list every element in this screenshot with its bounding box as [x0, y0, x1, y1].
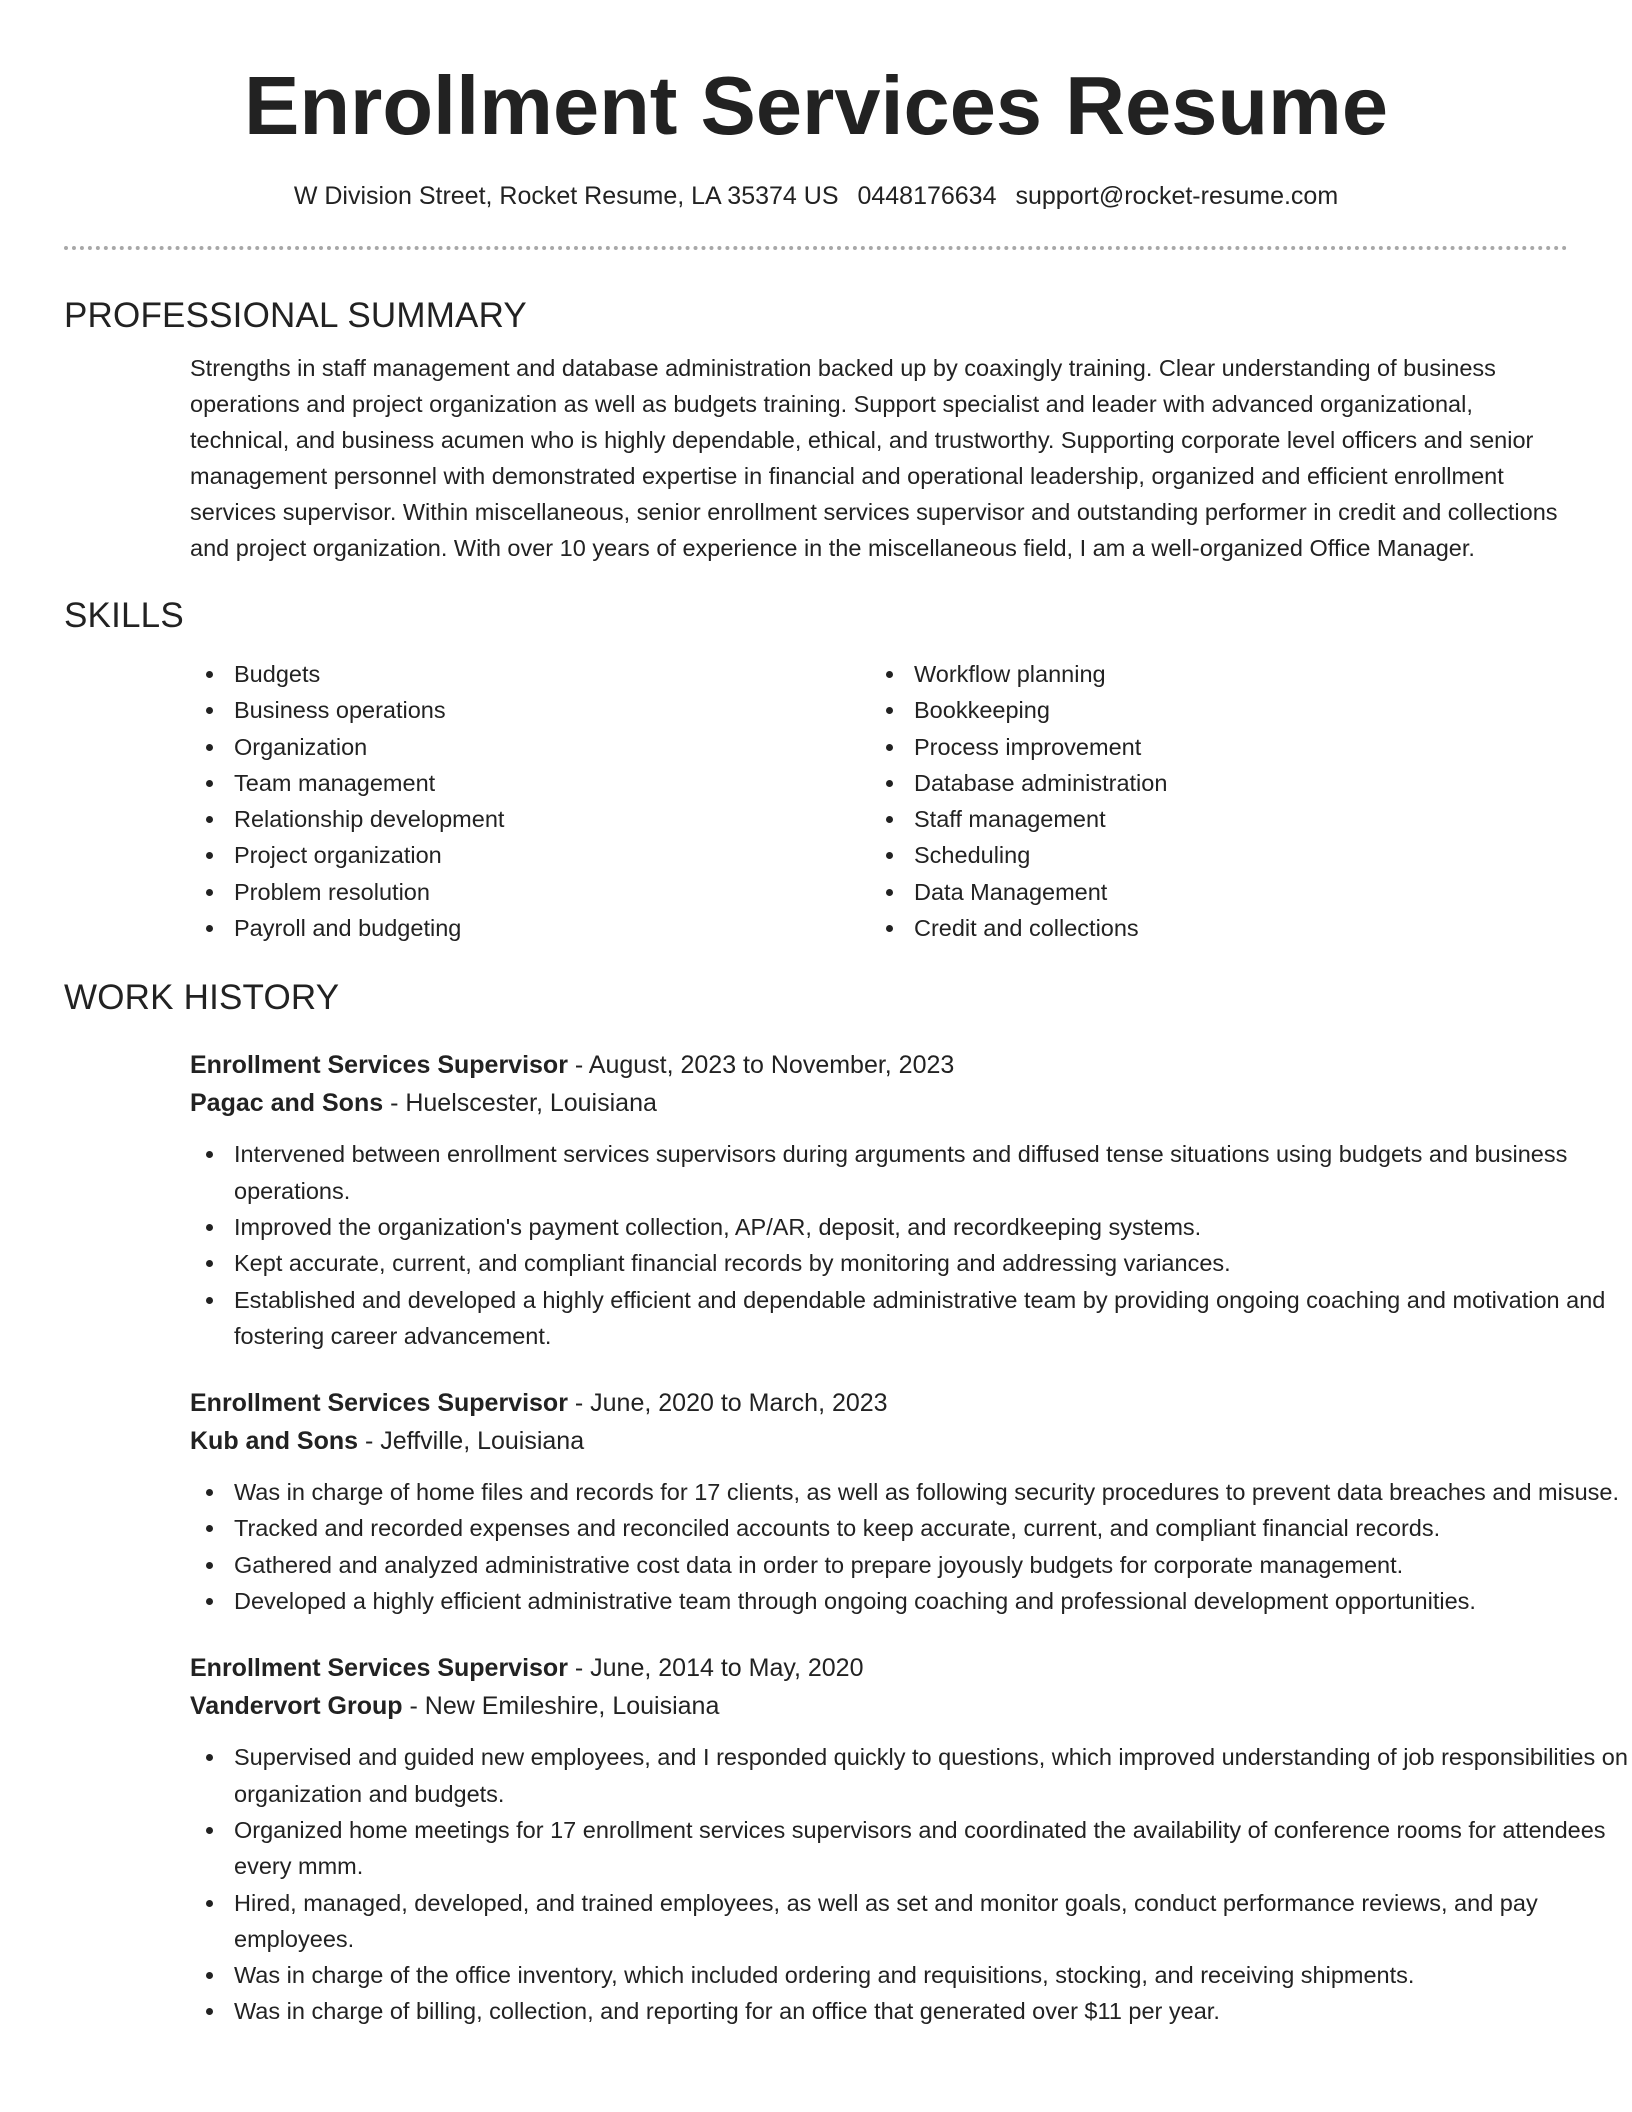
header-divider	[64, 246, 1568, 250]
summary-text: Strengths in staff management and database administration backed up by coaxingly training. Clear understanding of business operations and project organization as well as budgets training. Support specialist and leader with advanced organizational, technical, and business acumen who is highly dependable, ethical, and trustworthy. Supporting corporate level officers and senior management personnel with demonstrated expertise in financial and operational leadership, organized and efficient enrollment services supervisor. Within miscellaneous, senior enrollment services supervisor and outstanding performer in credit and collections and project organization. With over 10 years of experience in the miscellaneous field, I am a well-organized Office Manager.	[190, 355, 1558, 561]
skill-item: Bookkeeping	[870, 692, 1550, 728]
job-title-line	[190, 1384, 1568, 1422]
duty-item: Kept accurate, current, and compliant financial records by monitoring and addressing variances.	[190, 1245, 1632, 1281]
duty-item: Hired, managed, developed, and trained employees, as well as set and monitor goals, conduct performance reviews, and pay employees.	[190, 1885, 1632, 1958]
duty-item: Developed a highly efficient administrative team through ongoing coaching and professional development opportunities.	[190, 1583, 1632, 1619]
duty-item: Established and developed a highly efficient and dependable administrative team by providing ongoing coaching and motivation and fostering career advancement.	[190, 1282, 1632, 1355]
job-location: - Huelscester, Louisiana	[383, 1089, 657, 1118]
contact-email: support@rocket-resume.com	[1015, 182, 1339, 210]
job-location: - New Emileshire, Louisiana	[402, 1692, 720, 1721]
contact-phone: 0448176634	[857, 182, 997, 210]
contact-line	[64, 180, 1568, 212]
job-entry	[190, 1649, 1628, 2029]
job-duties	[190, 1136, 1632, 1354]
duty-item: Intervened between enrollment services supervisors during arguments and diffused tense situations using budgets and business operations.	[190, 1136, 1632, 1209]
job-dates: - June, 2014 to May, 2020	[567, 1654, 864, 1683]
duty-item: Was in charge of billing, collection, and reporting for an office that generated over $11 per year.	[190, 1993, 1632, 2029]
job-title-line	[190, 1649, 1568, 1687]
job-location: - Jeffville, Louisiana	[358, 1427, 585, 1456]
skill-item: Problem resolution	[190, 874, 870, 910]
duty-item: Supervised and guided new employees, and I responded quickly to questions, which improved understanding of job responsibilities on organization and budgets.	[190, 1739, 1632, 1812]
duty-item: Was in charge of home files and records for 17 clients, as well as following security procedures to prevent data breaches and misuse.	[190, 1474, 1632, 1510]
job-duties	[190, 1474, 1632, 1619]
job-company-line	[190, 1687, 1568, 1725]
duty-item: Improved the organization's payment collection, AP/AR, deposit, and recordkeeping systems.	[190, 1209, 1632, 1245]
duty-item: Organized home meetings for 17 enrollment services supervisors and coordinated the availability of conference rooms for attendees every mmm.	[190, 1812, 1632, 1885]
skill-item: Budgets	[190, 656, 870, 692]
job-dates: - June, 2020 to March, 2023	[567, 1389, 888, 1418]
skill-item: Data Management	[870, 874, 1550, 910]
skill-item: Team management	[190, 765, 870, 801]
job-company-line	[190, 1422, 1568, 1460]
duty-item: Was in charge of the office inventory, which included ordering and requisitions, stocking, and receiving shipments.	[190, 1957, 1632, 1993]
skill-item: Staff management	[870, 801, 1550, 837]
job-company: Kub and Sons	[190, 1427, 359, 1456]
skill-item: Relationship development	[190, 801, 870, 837]
resume-title: Enrollment Services Resume	[243, 59, 1389, 152]
skill-item: Payroll and budgeting	[190, 910, 870, 946]
skill-item: Scheduling	[870, 837, 1550, 873]
skill-item: Database administration	[870, 765, 1550, 801]
job-title-line	[190, 1046, 1568, 1084]
skill-item: Project organization	[190, 837, 870, 873]
skills-column-left	[190, 656, 870, 946]
job-company: Pagac and Sons	[190, 1089, 384, 1118]
job-title: Enrollment Services Supervisor	[190, 1051, 568, 1080]
job-dates: - August, 2023 to November, 2023	[567, 1051, 955, 1080]
summary-heading: PROFESSIONAL SUMMARY	[64, 296, 527, 335]
job-title: Enrollment Services Supervisor	[190, 1389, 568, 1418]
job-duties	[190, 1739, 1632, 2029]
skill-item: Organization	[190, 729, 870, 765]
job-title: Enrollment Services Supervisor	[190, 1654, 568, 1683]
job-entry	[190, 1046, 1606, 1354]
skills-list	[190, 656, 1568, 946]
duty-item: Gathered and analyzed administrative cost data in order to prepare joyously budgets for corporate management.	[190, 1547, 1632, 1583]
skills-heading: SKILLS	[64, 596, 184, 635]
contact-address: W Division Street, Rocket Resume, LA 35374 US	[293, 182, 839, 210]
skill-item: Process improvement	[870, 729, 1550, 765]
skill-item: Business operations	[190, 692, 870, 728]
job-entry	[190, 1384, 1620, 1619]
duty-item: Tracked and recorded expenses and reconciled accounts to keep accurate, current, and compliant financial records.	[190, 1510, 1632, 1546]
job-company: Vandervort Group	[190, 1692, 403, 1721]
skill-item: Workflow planning	[870, 656, 1550, 692]
job-company-line	[190, 1084, 1568, 1122]
skills-column-right	[870, 656, 1550, 946]
skill-item: Credit and collections	[870, 910, 1550, 946]
work-history-heading: WORK HISTORY	[64, 978, 340, 1018]
